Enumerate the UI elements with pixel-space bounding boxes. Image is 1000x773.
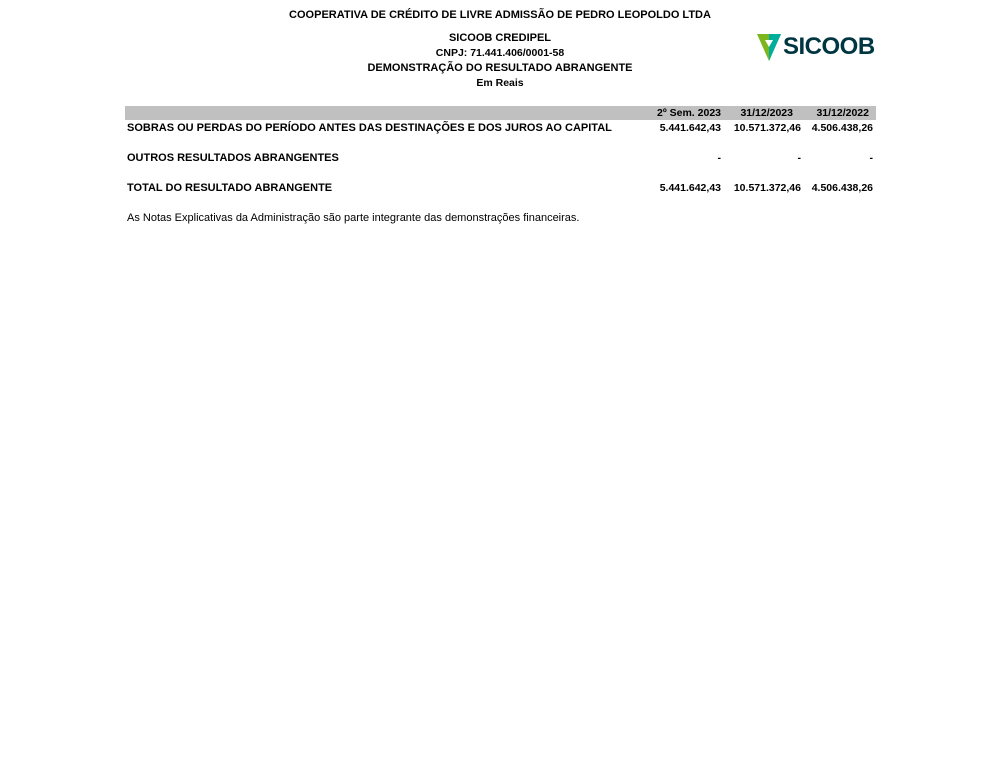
- footnote: As Notas Explicativas da Administração são parte integrante das demonstrações financeiras.: [127, 212, 580, 224]
- row-value: 4.506.438,26: [811, 182, 873, 194]
- row-value: 5.441.642,43: [659, 182, 721, 194]
- row-value: 4.506.438,26: [811, 122, 873, 134]
- sicoob-logo: [756, 32, 875, 64]
- row-label: SOBRAS OU PERDAS DO PERÍODO ANTES DAS DESTINAÇÕES E DOS JUROS AO CAPITAL: [127, 122, 612, 134]
- column-header: 31/12/2023: [740, 107, 793, 119]
- column-header: 31/12/2022: [816, 107, 869, 119]
- institution-name: SICOOB CREDIPEL: [448, 32, 552, 44]
- column-header: 2º Sem. 2023: [657, 107, 721, 119]
- row-value: -: [797, 152, 801, 164]
- statement-title: DEMONSTRAÇÃO DO RESULTADO ABRANGENTE: [367, 62, 633, 74]
- row-value: -: [869, 152, 873, 164]
- row-value: -: [717, 152, 721, 164]
- row-value: 10.571.372,46: [733, 182, 801, 194]
- row-label: TOTAL DO RESULTADO ABRANGENTE: [127, 182, 333, 194]
- row-label: OUTROS RESULTADOS ABRANGENTES: [127, 152, 339, 164]
- sicoob-leaf-icon: [756, 32, 782, 62]
- row-value: 10.571.372,46: [733, 122, 801, 134]
- logo-wordmark: SICOOB: [783, 33, 875, 60]
- table-row: [125, 181, 876, 195]
- cooperative-name: COOPERATIVA DE CRÉDITO DE LIVRE ADMISSÃO DE PEDRO LEOPOLDO LTDA: [289, 9, 711, 21]
- column-header-bar: [125, 106, 876, 120]
- row-value: 5.441.642,43: [659, 122, 721, 134]
- cnpj: CNPJ: 71.441.406/0001-58: [435, 47, 565, 59]
- table-row: [125, 121, 876, 135]
- currency-units: Em Reais: [476, 77, 524, 89]
- table-row: [125, 151, 876, 165]
